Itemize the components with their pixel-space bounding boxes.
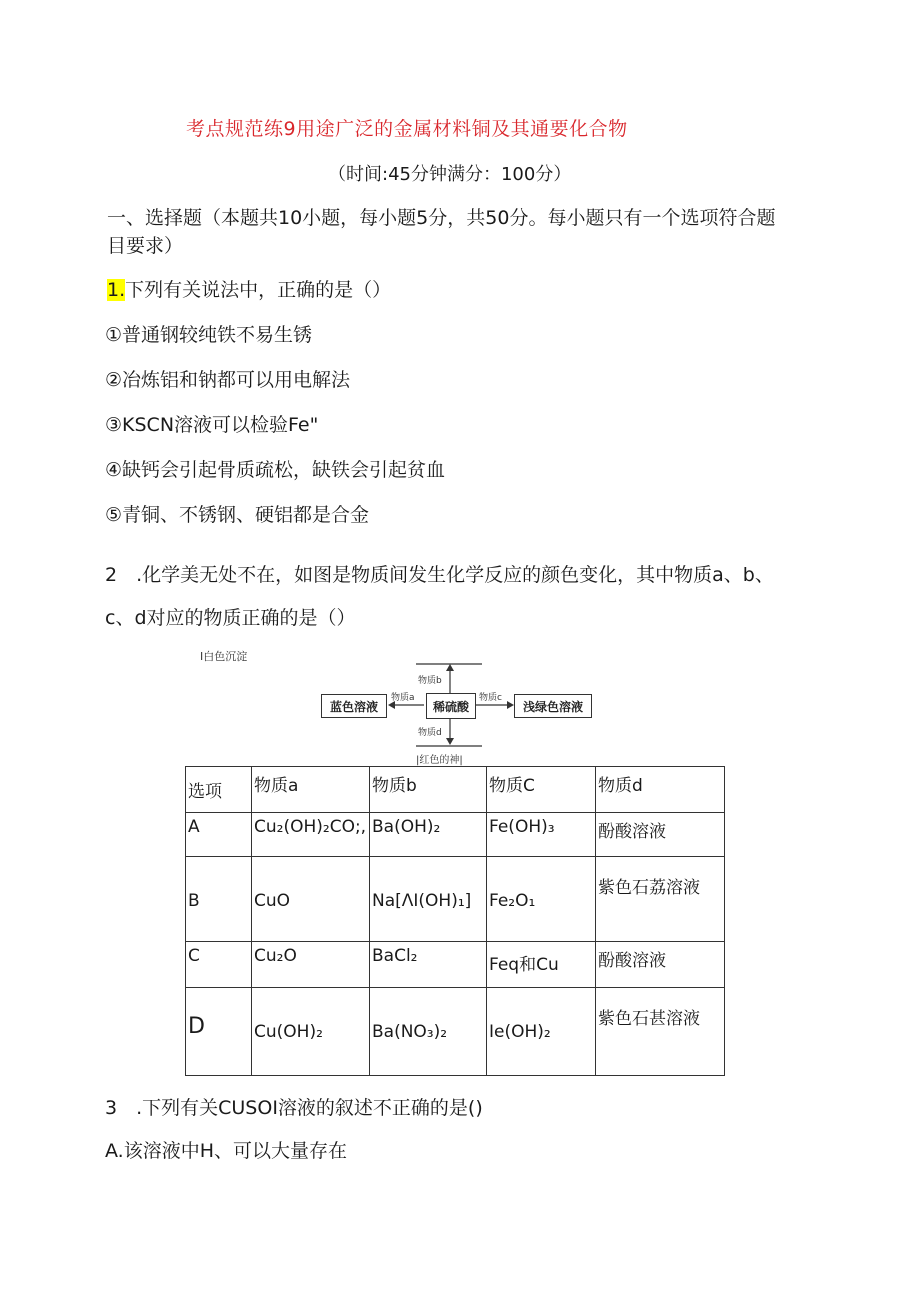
table-header-cell: 选项 [186, 767, 252, 813]
substance-b: Na[ΛI(OH)₁] [370, 857, 487, 942]
substance-b: Ba(OH)₂ [370, 813, 487, 857]
substance-d: 酚酸溶液 [596, 813, 725, 857]
section-heading-line1: 一、选择题（本题共10小题，每小题5分，共50分。每小题只有一个选项符合题 [107, 207, 776, 229]
table-header-row [186, 767, 725, 813]
substance-c: Feq和Cu [487, 942, 596, 988]
option-label: D [186, 988, 252, 1076]
table-header-cell: 物质d [596, 767, 725, 813]
substance-a: Cu(OH)₂ [252, 988, 370, 1076]
table-header-cell: 物质C [487, 767, 596, 813]
question-3: 3 .下列有关CUSOI溶液的叙述不正确的是() [105, 1097, 483, 1119]
section-heading-line2: 目要求） [107, 235, 184, 257]
option-label: A [186, 813, 252, 857]
arrow-label-d: 物质d [418, 728, 442, 738]
question-1 [107, 275, 391, 302]
white-precipitate-label: Ⅰ白色沉淀 [200, 650, 248, 663]
light-green-solution-box: 浅绿色溶液 [514, 694, 592, 718]
arrow-label-c: 物质c [479, 693, 502, 703]
option-label: B [186, 857, 252, 942]
red-label: |红色的神| [416, 755, 463, 766]
blue-solution-box: 蓝色溶液 [321, 694, 387, 718]
substance-b: Ba(NO₃)₂ [370, 988, 487, 1076]
arrow-label-b: 物质b [418, 676, 442, 686]
options-table [185, 766, 725, 1076]
exam-info: （时间:45分钟满分：100分） [328, 164, 572, 185]
q1-option-5: ⑤青铜、不锈钢、硬铝都是合金 [105, 504, 370, 526]
q1-option-3: ③KSCN溶液可以检验Fe" [105, 414, 319, 436]
q1-option-1: ①普通钢较纯铁不易生锈 [105, 324, 313, 346]
question-1-stem: 下列有关说法中，正确的是（） [125, 279, 392, 301]
table-row [186, 942, 725, 988]
table-row [186, 988, 725, 1076]
arrow-label-a: 物质a [391, 693, 415, 703]
substance-a: CuO [252, 857, 370, 942]
q1-option-4: ④缺钙会引起骨质疏松，缺铁会引起贫血 [105, 459, 446, 481]
q1-option-2: ②冶炼铝和钠都可以用电解法 [105, 369, 351, 391]
question-1-number: 1. [107, 279, 126, 301]
question-2-line1: 2 .化学美无处不在，如图是物质间发生化学反应的颜色变化，其中物质a、b、 [105, 564, 774, 586]
substance-c: Ie(OH)₂ [487, 988, 596, 1076]
table-header-cell: 物质b [370, 767, 487, 813]
page-title: 考点规范练9用途广泛的金属材料铜及其通要化合物 [186, 118, 628, 140]
q3-option-a: A.该溶液中H、可以大量存在 [105, 1140, 347, 1162]
substance-c: Fe₂O₁ [487, 857, 596, 942]
substance-d: 酚酸溶液 [596, 942, 725, 988]
option-label: C [186, 942, 252, 988]
substance-b: BaCl₂ [370, 942, 487, 988]
dilute-sulfuric-acid-box: 稀硫酸 [426, 693, 476, 719]
substance-c: Fe(OH)₃ [487, 813, 596, 857]
table-row [186, 857, 725, 942]
substance-a: Cu₂O [252, 942, 370, 988]
substance-a: Cu₂(OH)₂CO;, [252, 813, 370, 857]
reaction-diagram [200, 645, 620, 767]
substance-d: 紫色石荔溶液 [596, 857, 725, 942]
table-header-cell: 物质a [252, 767, 370, 813]
substance-d: 紫色石甚溶液 [596, 988, 725, 1076]
table-row [186, 813, 725, 857]
question-2-line2: c、d对应的物质正确的是（） [105, 607, 356, 629]
